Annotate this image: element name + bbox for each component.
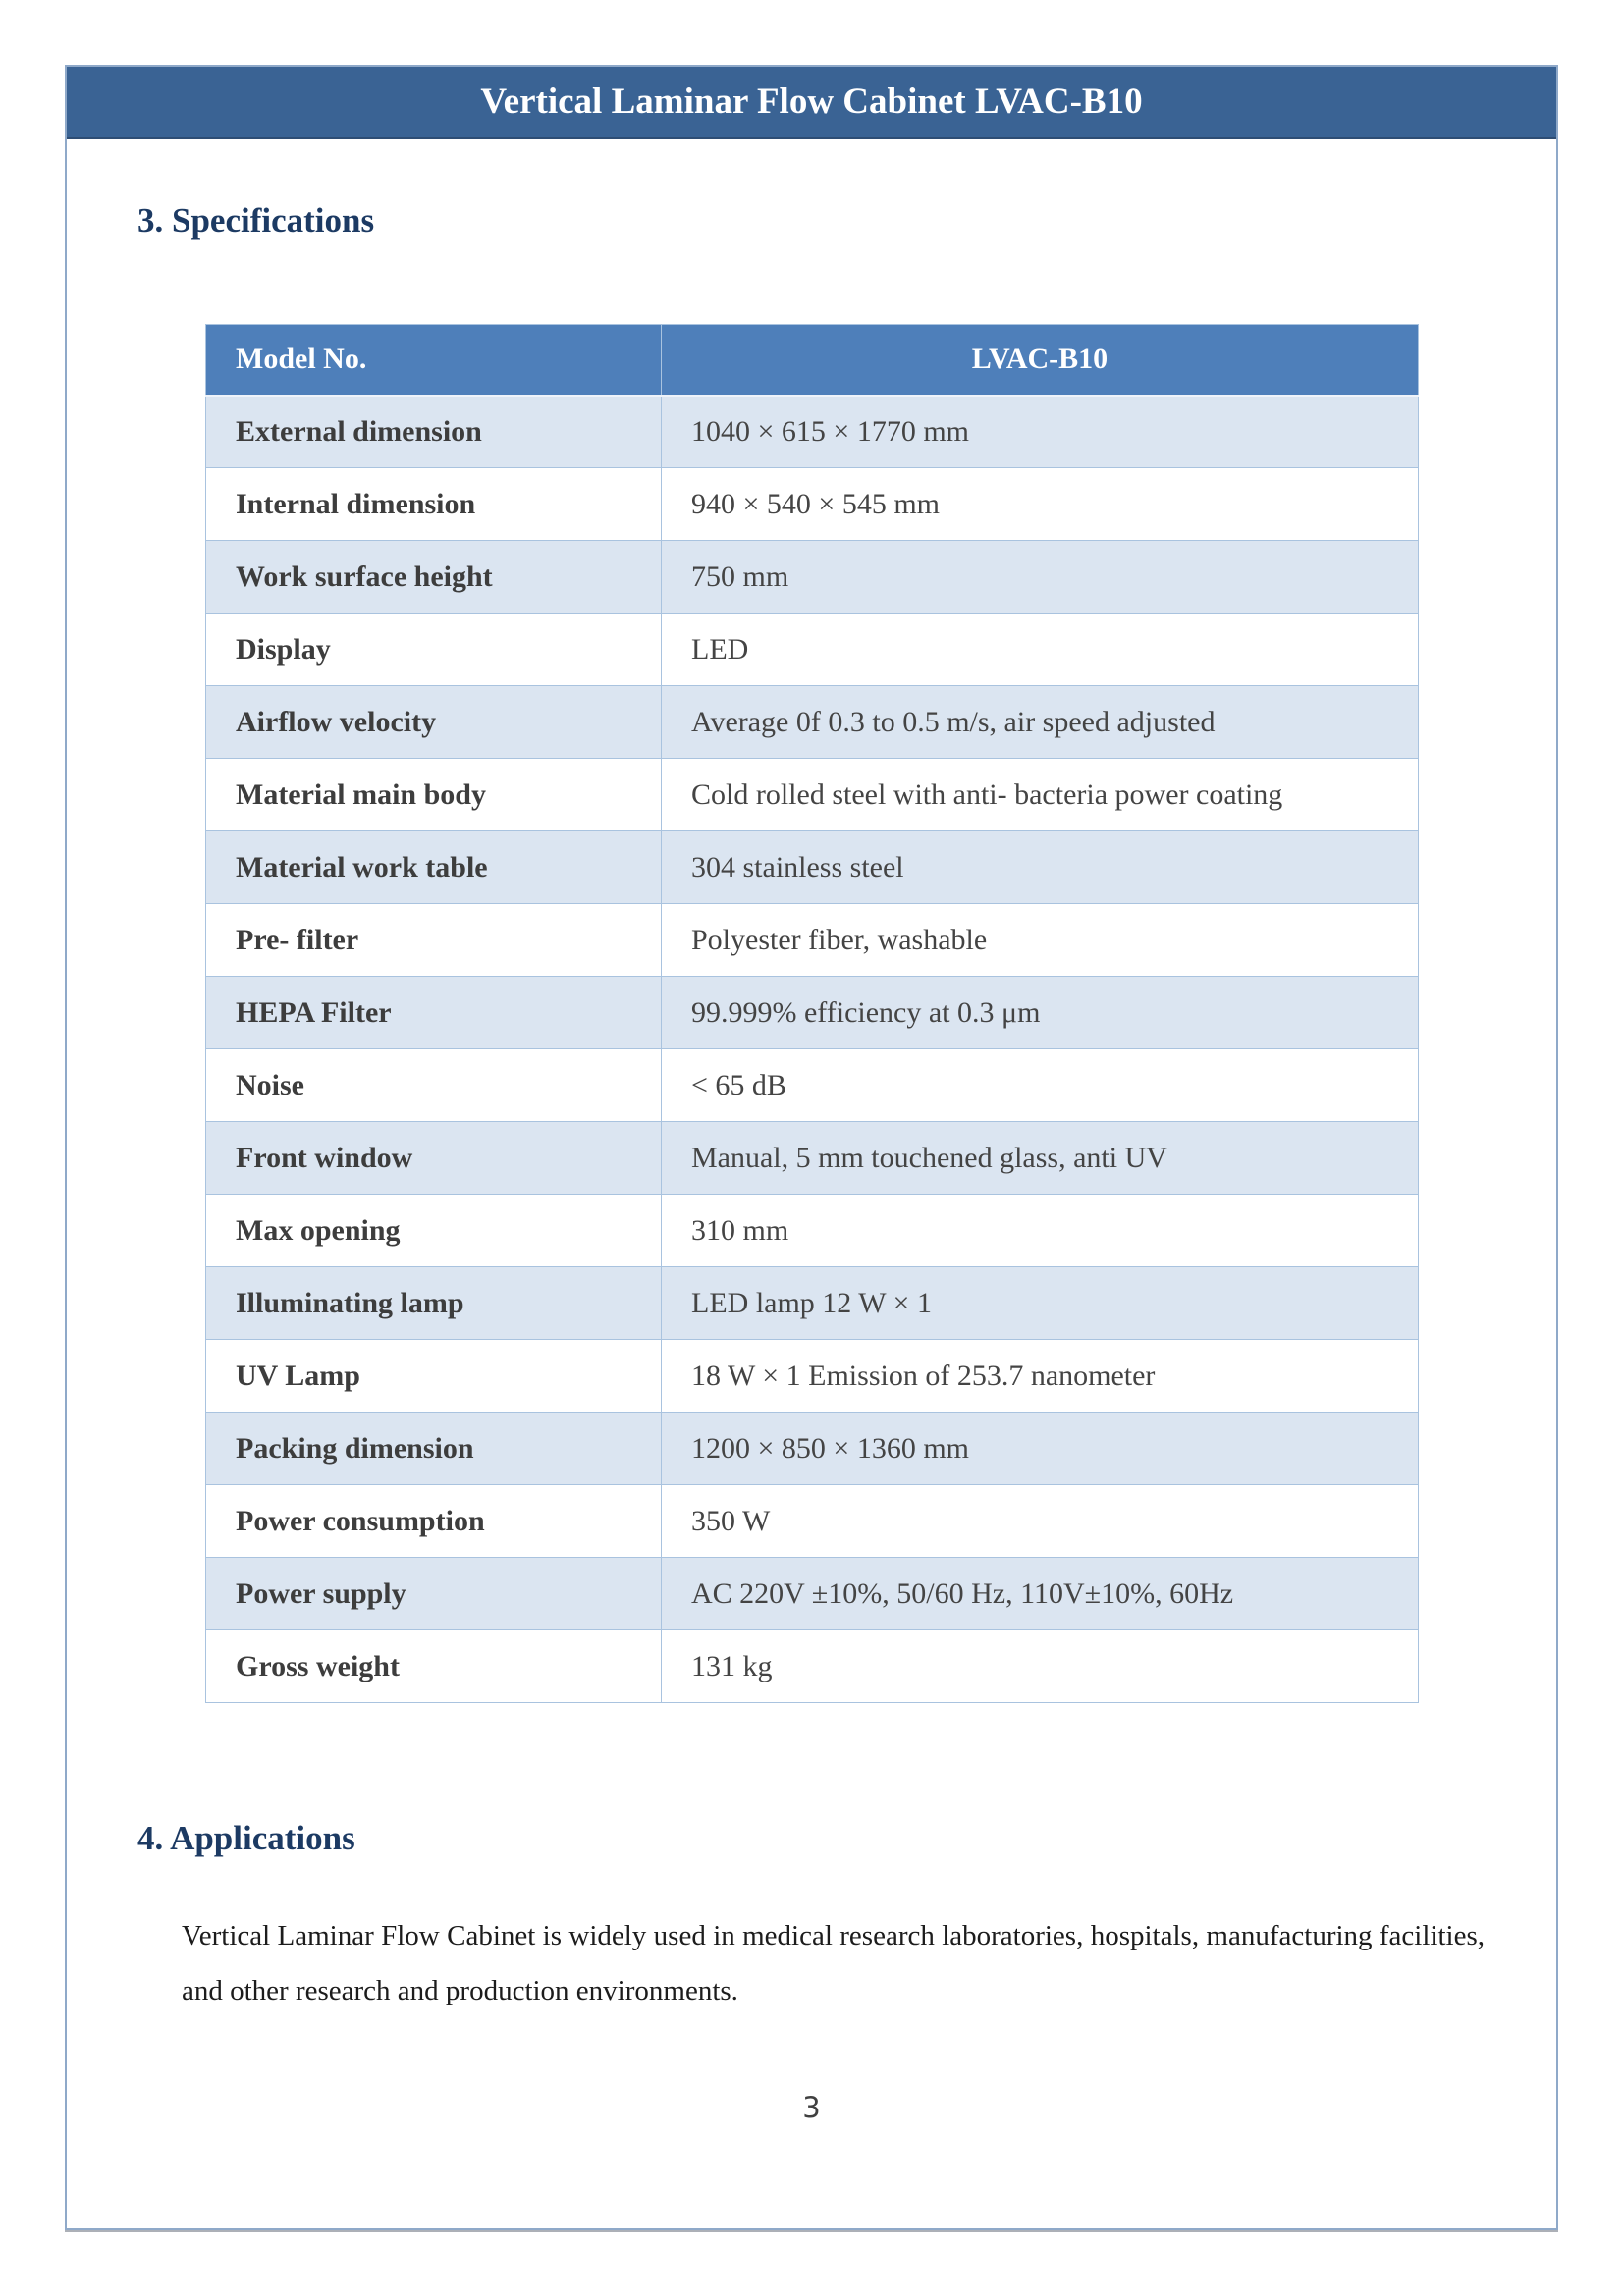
table-row	[206, 977, 1419, 1049]
spec-label: Noise	[206, 1049, 662, 1122]
spec-label: Display	[206, 614, 662, 686]
spec-label: HEPA Filter	[206, 977, 662, 1049]
spec-label: Airflow velocity	[206, 686, 662, 759]
table-row	[206, 831, 1419, 904]
spec-label: Material main body	[206, 759, 662, 831]
spec-label: Max opening	[206, 1195, 662, 1267]
table-row	[206, 541, 1419, 614]
spec-value: 131 kg	[662, 1630, 1419, 1703]
spec-value: 940 × 540 × 545 mm	[662, 468, 1419, 541]
table-row	[206, 1485, 1419, 1558]
table-row	[206, 1340, 1419, 1413]
spec-value: AC 220V ±10%, 50/60 Hz, 110V±10%, 60Hz	[662, 1558, 1419, 1630]
table-row	[206, 904, 1419, 977]
document-title: Vertical Laminar Flow Cabinet LVAC-B10	[480, 80, 1143, 122]
spec-value: Average 0f 0.3 to 0.5 m/s, air speed adjusted	[662, 686, 1419, 759]
table-row	[206, 1195, 1419, 1267]
table-row	[206, 1558, 1419, 1630]
document-header-banner	[67, 67, 1556, 139]
table-row	[206, 614, 1419, 686]
table-row	[206, 1413, 1419, 1485]
applications-paragraph: Vertical Laminar Flow Cabinet is widely used in medical research laboratories, hospitals, manufacturing facilities, and other research and production environments.	[182, 1920, 1485, 2006]
table-row	[206, 1630, 1419, 1703]
spec-label: Packing dimension	[206, 1413, 662, 1485]
spec-label: Power supply	[206, 1558, 662, 1630]
spec-value: Manual, 5 mm touchened glass, anti UV	[662, 1122, 1419, 1195]
spec-value: 310 mm	[662, 1195, 1419, 1267]
spec-value: 18 W × 1 Emission of 253.7 nanometer	[662, 1340, 1419, 1413]
spec-value: 304 stainless steel	[662, 831, 1419, 904]
table-row	[206, 1267, 1419, 1340]
spec-label: Gross weight	[206, 1630, 662, 1703]
spec-value: 750 mm	[662, 541, 1419, 614]
spec-value: 1200 × 850 × 1360 mm	[662, 1413, 1419, 1485]
spec-label: Material work table	[206, 831, 662, 904]
table-row	[206, 1049, 1419, 1122]
spec-label: Internal dimension	[206, 468, 662, 541]
spec-label: Pre- filter	[206, 904, 662, 977]
spec-value: 99.999% efficiency at 0.3 μm	[662, 977, 1419, 1049]
spec-value: < 65 dB	[662, 1049, 1419, 1122]
spec-value: Polyester fiber, washable	[662, 904, 1419, 977]
spec-label: Front window	[206, 1122, 662, 1195]
specifications-table	[205, 324, 1419, 1703]
table-row	[206, 468, 1419, 541]
spec-value: LED lamp 12 W × 1	[662, 1267, 1419, 1340]
table-header-model-no: Model No.	[206, 325, 662, 396]
table-row	[206, 1122, 1419, 1195]
table-row	[206, 759, 1419, 831]
spec-label: UV Lamp	[206, 1340, 662, 1413]
table-header-model-value: LVAC-B10	[662, 325, 1419, 396]
spec-label: Work surface height	[206, 541, 662, 614]
table-row	[206, 686, 1419, 759]
spec-value: 350 W	[662, 1485, 1419, 1558]
spec-value: LED	[662, 614, 1419, 686]
page-number: 3	[802, 2091, 821, 2124]
applications-heading: 4. Applications	[137, 1819, 355, 1857]
specifications-heading: 3. Specifications	[137, 201, 375, 240]
table-row	[206, 396, 1419, 468]
spec-label: Power consumption	[206, 1485, 662, 1558]
table-header-row	[206, 325, 1419, 396]
page-border-frame	[65, 65, 1558, 2230]
spec-value: 1040 × 615 × 1770 mm	[662, 396, 1419, 468]
spec-value: Cold rolled steel with anti- bacteria power coating	[662, 759, 1419, 831]
spec-label: External dimension	[206, 396, 662, 468]
spec-label: Illuminating lamp	[206, 1267, 662, 1340]
